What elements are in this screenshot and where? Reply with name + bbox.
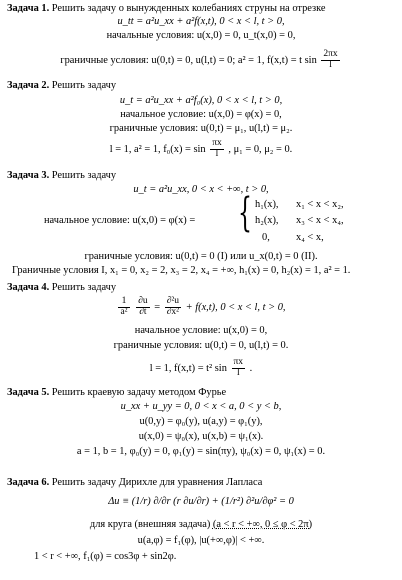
case-2-value: h₂(x), xyxy=(255,215,279,226)
task-3-title: Решить задачу xyxy=(51,170,117,181)
fraction-numerator: 2πx xyxy=(323,49,338,59)
fraction-denominator: a² xyxy=(120,306,128,317)
fraction-numerator: ∂²u xyxy=(166,296,179,306)
task-2-title: Решить задачу xyxy=(51,80,117,91)
task-4-params-fraction xyxy=(232,358,246,379)
task-1-title: Решить задачу о вынужденных колебаниях струны на отрезке xyxy=(51,3,326,14)
task-5-boundary-2: u(x,0) = ψ₀(x), u(x,b) = ψ₁(x). xyxy=(138,431,264,442)
task-4-label: Задача 4. xyxy=(7,282,50,293)
piecewise-brace: { xyxy=(238,190,252,236)
task-4-title: Решить задачу xyxy=(51,282,117,293)
task-4-initial-condition: начальное условие: u(x,0) = 0, xyxy=(134,325,268,336)
fraction-denominator: l xyxy=(236,367,240,378)
task-6-label: Задача 6. xyxy=(7,477,50,488)
fraction-denominator: l xyxy=(215,148,219,159)
lhs-derivative-fraction xyxy=(136,297,149,318)
task-4-parameters xyxy=(0,358,402,379)
task-4-equation-tail: + f(x,t), 0 < x < l, t > 0, xyxy=(185,301,286,313)
task-6-title: Решить задачу Дирихле для уравнения Лапласа xyxy=(51,477,263,488)
task-3-heading xyxy=(7,170,116,182)
task-5-boundary-1: u(0,y) = φ₀(y), u(a,y) = φ₁(y), xyxy=(139,416,263,427)
fraction-denominator: l xyxy=(329,59,332,70)
rhs-derivative-fraction xyxy=(165,297,181,318)
lhs-coefficient-fraction xyxy=(118,297,129,318)
task-3-equation: u_t = a²u_xx, 0 < x < +∞, t > 0, xyxy=(133,184,269,195)
task-6-parameters: 1 < r < +∞, f₁(φ) = cos3φ + sin2φ. xyxy=(34,551,177,562)
task-1-initial-conditions: начальные условия: u(x,0) = 0, u_t(x,0) = 0, xyxy=(106,30,296,41)
task-4-heading xyxy=(7,282,116,294)
fraction-denominator: ∂t xyxy=(139,306,147,317)
task-2-equation: u_t = a²u_xx + a²f₀(x), 0 < x < l, t > 0, xyxy=(119,95,283,106)
task-5-parameters: a = 1, b = 1, φ₀(y) = 0, φ₁(y) = sin(πy), ψ₀(x) = 0, ψ₁(x) = 0. xyxy=(76,446,326,457)
case-3-condition: x₄ < x, xyxy=(296,232,324,243)
fraction-numerator: 1 xyxy=(118,297,129,308)
task-5-title: Решить краевую задачу методом Фурье xyxy=(51,387,227,398)
task-5-heading xyxy=(7,387,226,399)
task-1-boundary-conditions xyxy=(0,50,402,71)
task-2-initial-condition: начальное условие: u(x,0) = φ(x) = 0, xyxy=(120,109,282,120)
task-2-params-text: l = 1, a² = 1, f₀(x) = sin xyxy=(109,143,206,155)
task-2-label: Задача 2. xyxy=(7,80,50,91)
task-6-equation: Δu ≡ (1/r) ∂/∂r (r ∂u/∂r) + (1/r²) ∂²u/∂φ² = 0 xyxy=(108,496,294,507)
task-3-initial-condition: начальное условие: u(x,0) = φ(x) = xyxy=(44,215,196,226)
task-4-equation: $\frac{1}{\text{a²}}$ $\frac{\partial u}{\partial t}$ = $\frac{\text{∂²u}}{\text{∂x²}}$ + f(x,t), 0 < x < l, t > 0, xyxy=(120,296,286,317)
case-1-value: h₁(x), xyxy=(255,199,279,210)
task-3-boundary-conditions: граничные условия: u(0,t) = 0 (I) или u_x(0,t) = 0 (II). xyxy=(84,251,318,262)
task-6-heading xyxy=(7,477,262,489)
task-4-boundary-conditions: граничные условия: u(0,t) = 0, u(l,t) = 0. xyxy=(113,340,289,351)
task-2-params-suffix: , μ₁ = 0, μ₂ = 0. xyxy=(228,143,293,155)
fraction-numerator: ∂u xyxy=(138,296,148,306)
task-1-boundary-text: граничные условия: u(0,t) = 0, u(l,t) = 0; a² = 1, f(x,t) = t sin xyxy=(60,54,317,66)
case-1-condition: x₁ < x < x₂, xyxy=(296,199,344,210)
task-2-params-fraction xyxy=(210,139,224,160)
task-3-label: Задача 3. xyxy=(7,170,50,181)
task-2-boundary-conditions: граничные условия: u(0,t) = μ₁, u(l,t) = μ₂. xyxy=(109,123,293,134)
task-1-boundary-fraction xyxy=(321,50,339,71)
task-6-domain-range: (a < r < +∞, 0 ≤ φ < 2π) xyxy=(212,519,313,530)
case-3-value: 0, xyxy=(262,232,270,243)
case-2-condition: x₃ < x < x₄, xyxy=(296,215,344,226)
task-6-domain xyxy=(0,519,402,531)
task-6-boundary-condition: u(a,φ) = f₁(φ), |u(+∞,φ)| < +∞. xyxy=(137,535,265,546)
task-1-equation: u_tt = a²u_xx + a²f(x,t), 0 < x < l, t > 0, xyxy=(117,16,285,27)
task-5-label: Задача 5. xyxy=(7,387,50,398)
task-1-heading xyxy=(7,3,326,15)
task-1-label: Задача 1. xyxy=(7,3,50,14)
task-4-params-suffix: . xyxy=(249,362,253,374)
task-5-equation: u_xx + u_yy = 0, 0 < x < a, 0 < y < b, xyxy=(120,401,282,412)
fraction-denominator: ∂x² xyxy=(166,306,179,317)
task-6-domain-text: для круга (внешняя задача) xyxy=(89,519,211,530)
task-2-heading xyxy=(7,80,116,92)
task-4-params-text: l = 1, f(x,t) = t² sin xyxy=(149,362,227,374)
fraction-numerator: πx xyxy=(212,138,222,148)
task-2-parameters xyxy=(0,139,402,160)
fraction-numerator: πx xyxy=(233,357,244,367)
task-3-extra-conditions: Граничные условия I, x₁ = 0, x₂ = 2, x₃ = 2, x₄ = +∞, h₁(x) = 0, h₂(x) = 1, a² = 1. xyxy=(12,265,351,276)
